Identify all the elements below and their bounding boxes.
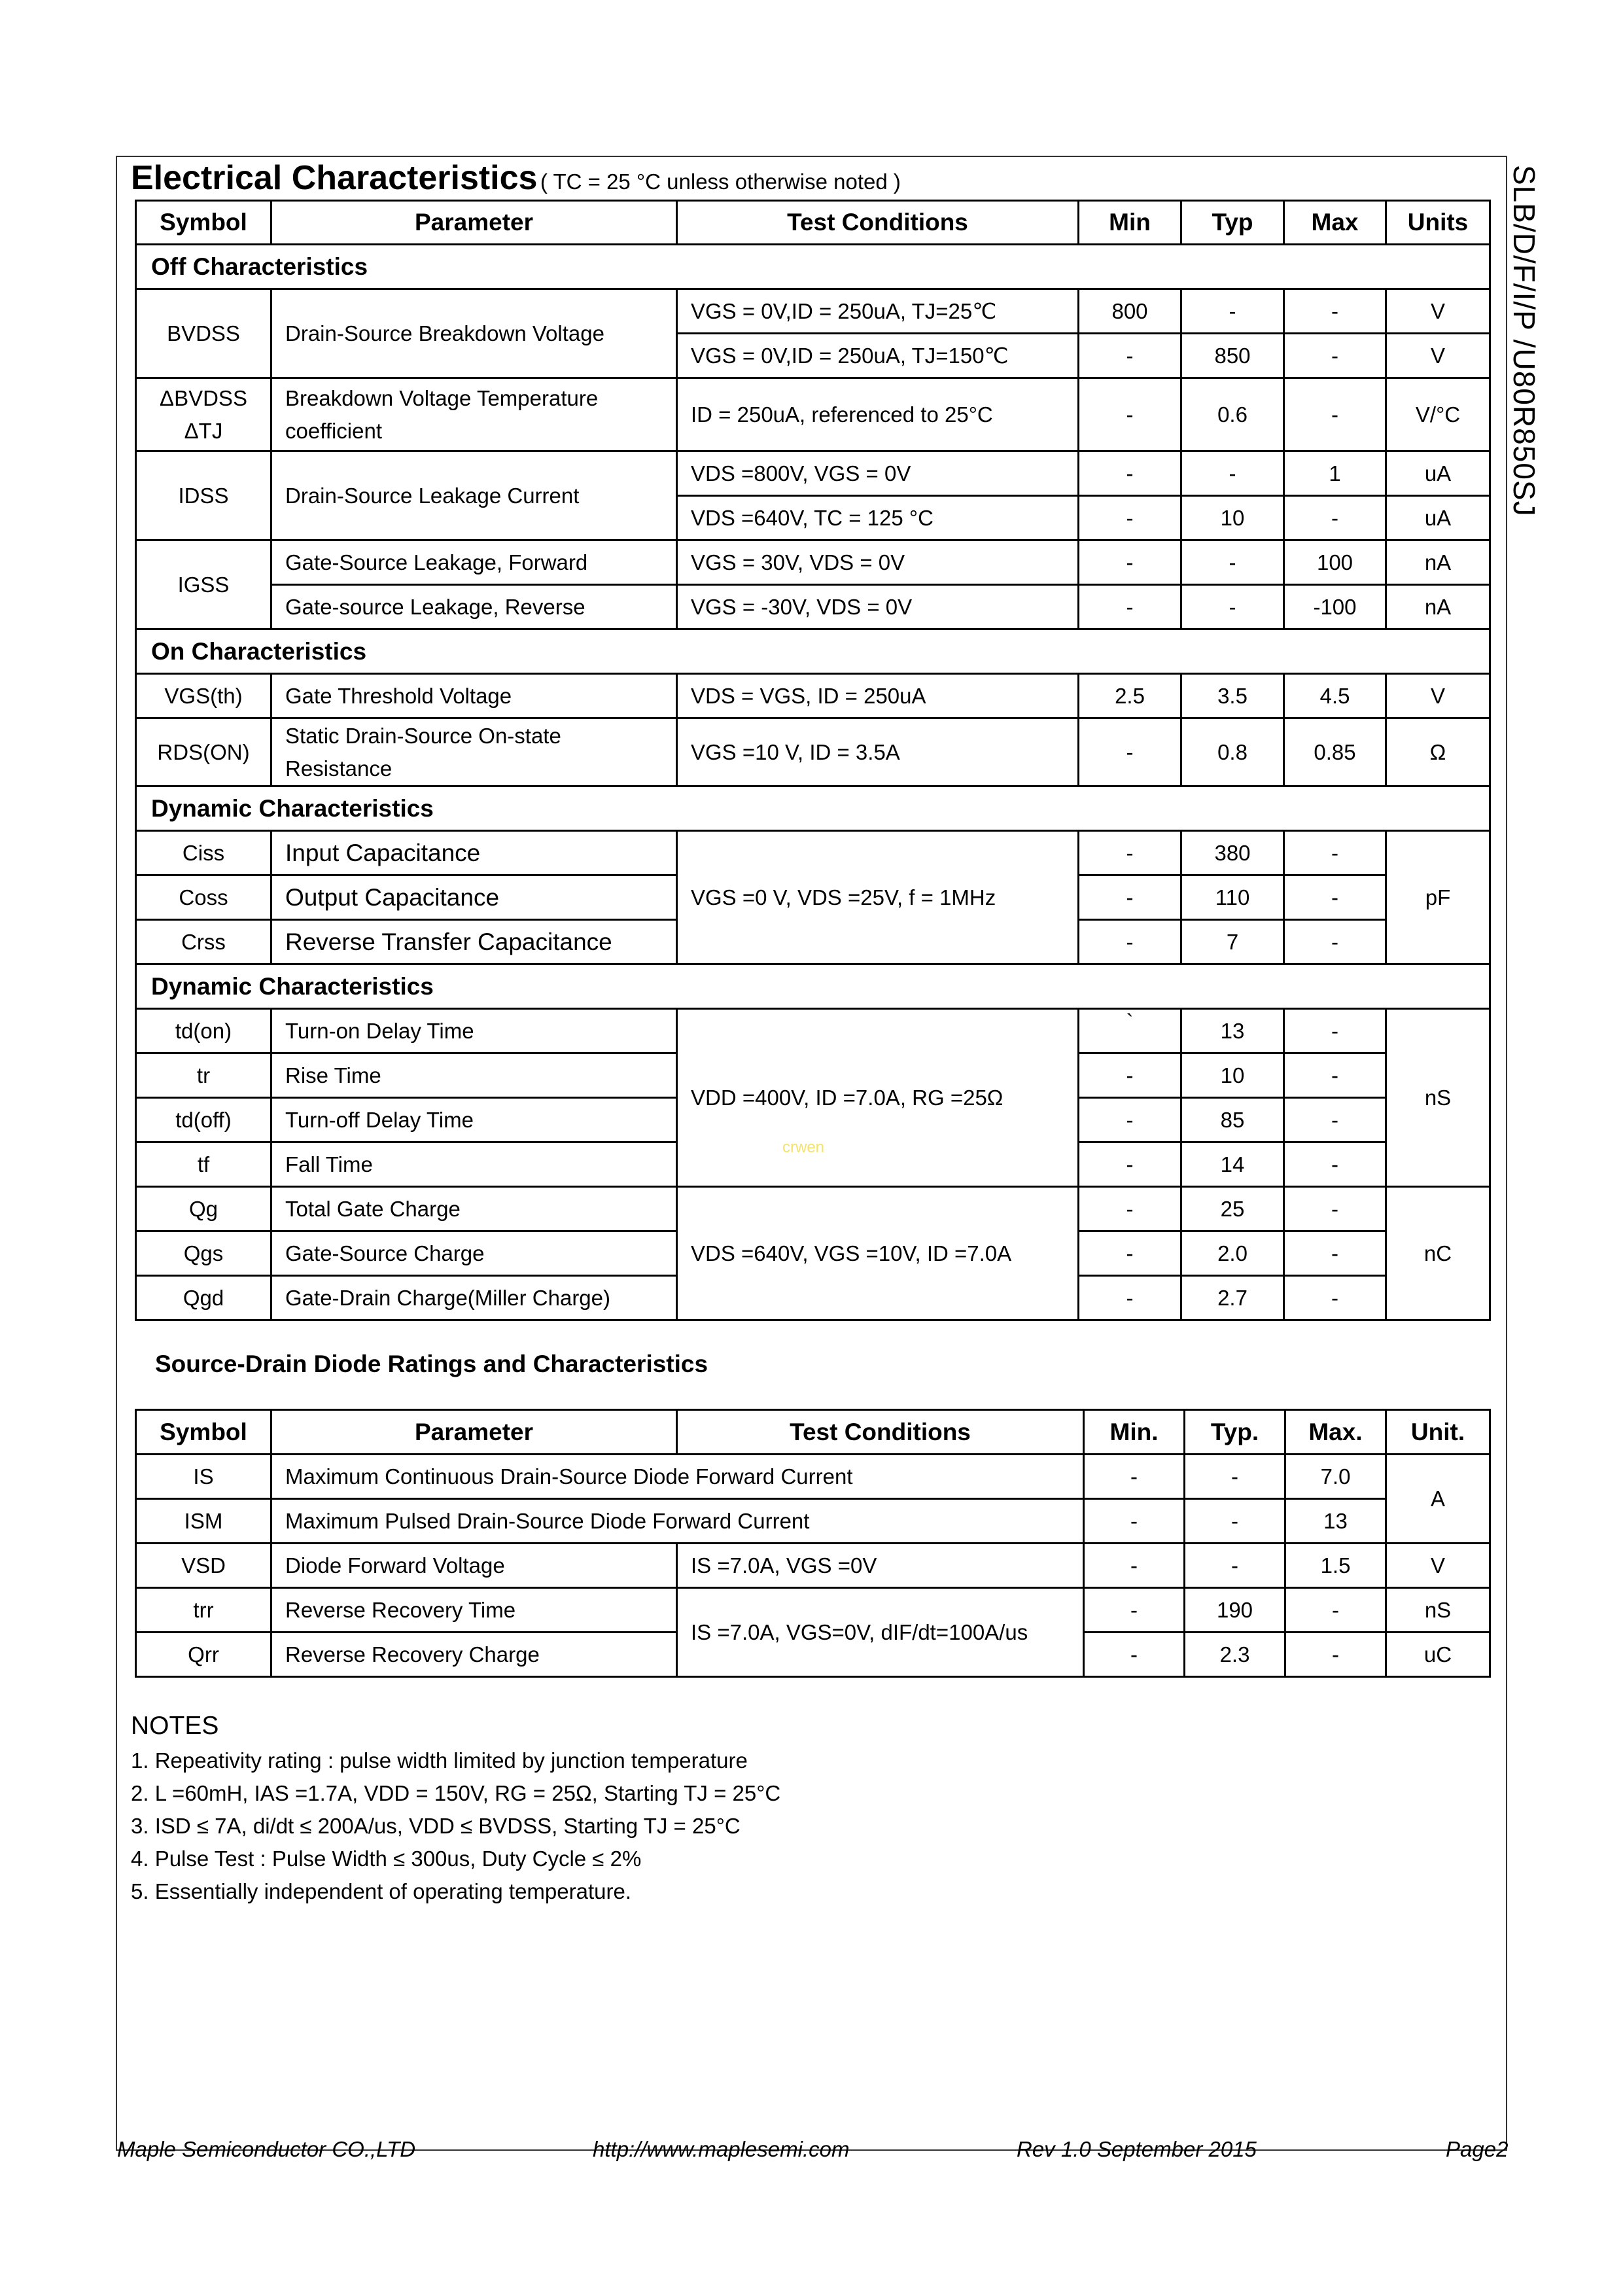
note-item: 3. ISD ≤ 7A, di/dt ≤ 200A/us, VDD ≤ BVDSS, Starting TJ = 25°C — [131, 1814, 741, 1838]
parameter: Maximum Continuous Drain-Source Diode Forward Current — [271, 1455, 1084, 1499]
min: - — [1084, 1499, 1185, 1544]
max: - — [1284, 496, 1386, 540]
typ: 110 — [1181, 875, 1284, 920]
condition: VGS = 0V,ID = 250uA, TJ=25℃ — [677, 289, 1079, 334]
unit: nA — [1386, 540, 1490, 585]
min: - — [1079, 378, 1181, 451]
typ: 85 — [1181, 1098, 1284, 1142]
col-test-conditions: Test Conditions — [677, 1410, 1084, 1455]
table-row — [136, 1588, 1490, 1633]
parameter: Rise Time — [271, 1053, 677, 1098]
min: - — [1084, 1588, 1185, 1633]
condition: VDS =640V, VGS =10V, ID =7.0A — [677, 1187, 1079, 1320]
symbol: RDS(ON) — [136, 718, 271, 786]
parameter: Diode Forward Voltage — [271, 1544, 677, 1588]
symbol: IDSS — [136, 451, 271, 540]
table-row — [136, 831, 1490, 875]
min: - — [1079, 585, 1181, 629]
typ: 0.6 — [1181, 378, 1284, 451]
typ: 2.0 — [1181, 1231, 1284, 1276]
symbol: IGSS — [136, 540, 271, 629]
unit: uC — [1386, 1633, 1490, 1677]
min: 800 — [1079, 289, 1181, 334]
min: - — [1079, 875, 1181, 920]
parameter: Breakdown Voltage Temperature coefficient — [271, 378, 677, 451]
section-off: Off Characteristics — [136, 245, 1490, 289]
table-row — [136, 718, 1490, 786]
symbol: Ciss — [136, 831, 271, 875]
max: - — [1284, 831, 1386, 875]
typ: 14 — [1181, 1142, 1284, 1187]
unit: V — [1386, 289, 1490, 334]
typ: - — [1185, 1499, 1285, 1544]
parameter: Total Gate Charge — [271, 1187, 677, 1231]
min: - — [1079, 1053, 1181, 1098]
source-drain-title: Source-Drain Diode Ratings and Characteristics — [155, 1351, 708, 1377]
source-drain-table — [135, 1409, 1491, 1678]
table-row — [136, 289, 1490, 334]
symbol: Crss — [136, 920, 271, 964]
min: - — [1079, 334, 1181, 378]
unit: V/°C — [1386, 378, 1490, 451]
parameter: Gate-Source Leakage, Forward — [271, 540, 677, 585]
parameter: Maximum Pulsed Drain-Source Diode Forward Current — [271, 1499, 1084, 1544]
table-row — [136, 540, 1490, 585]
side-part-number: SLB/D/F/I/P /U80R850SJ — [1507, 165, 1541, 517]
typ: - — [1181, 451, 1284, 496]
table-row — [136, 585, 1490, 629]
min: 2.5 — [1079, 674, 1181, 718]
max: - — [1284, 1187, 1386, 1231]
condition: VDD =400V, ID =7.0A, RG =25Ω — [677, 1009, 1079, 1187]
table-row — [136, 378, 1490, 451]
typ: 13 — [1181, 1009, 1284, 1053]
min: - — [1084, 1633, 1185, 1677]
typ: 25 — [1181, 1187, 1284, 1231]
min: - — [1079, 1187, 1181, 1231]
condition: IS =7.0A, VGS =0V — [677, 1544, 1084, 1588]
symbol: Qgs — [136, 1231, 271, 1276]
condition: VDS =800V, VGS = 0V — [677, 451, 1079, 496]
max: - — [1284, 334, 1386, 378]
min: - — [1079, 1098, 1181, 1142]
note-item: 1. Repeativity rating : pulse width limited by junction temperature — [131, 1748, 748, 1773]
table-row — [136, 451, 1490, 496]
condition: VDS =640V, TC = 125 °C — [677, 496, 1079, 540]
max: - — [1284, 289, 1386, 334]
symbol: ISM — [136, 1499, 271, 1544]
max: - — [1284, 1098, 1386, 1142]
min: - — [1079, 540, 1181, 585]
typ: - — [1185, 1455, 1285, 1499]
min: - — [1084, 1544, 1185, 1588]
col-test-conditions: Test Conditions — [677, 201, 1079, 245]
col-max: Max — [1284, 201, 1386, 245]
parameter: Output Capacitance — [271, 875, 677, 920]
section-heading — [131, 158, 901, 198]
table-row — [136, 1009, 1490, 1053]
max: - — [1285, 1633, 1386, 1677]
symbol: ΔBVDSS ΔTJ — [136, 378, 271, 451]
parameter: Reverse Transfer Capacitance — [271, 920, 677, 964]
note-item: 2. L =60mH, IAS =1.7A, VDD = 150V, RG = 25Ω, Starting TJ = 25°C — [131, 1781, 781, 1805]
max: 100 — [1284, 540, 1386, 585]
max: -100 — [1284, 585, 1386, 629]
section-dynamic: Dynamic Characteristics — [136, 786, 1490, 831]
parameter: Static Drain-Source On-state Resistance — [271, 718, 677, 786]
col-min: Min. — [1084, 1410, 1185, 1455]
note-item: 5. Essentially independent of operating temperature. — [131, 1879, 631, 1903]
footer-company: Maple Semiconductor CO.,LTD — [117, 2137, 416, 2161]
section-dynamic-switching: Dynamic Characteristics — [136, 964, 1490, 1009]
typ: 190 — [1185, 1588, 1285, 1633]
min: - — [1079, 1142, 1181, 1187]
unit: nC — [1386, 1187, 1490, 1320]
unit: nS — [1386, 1588, 1490, 1633]
max: 1.5 — [1285, 1544, 1386, 1588]
condition: VGS = 30V, VDS = 0V — [677, 540, 1079, 585]
max: - — [1284, 1276, 1386, 1320]
col-unit: Unit. — [1386, 1410, 1490, 1455]
parameter: Gate Threshold Voltage — [271, 674, 677, 718]
table-row — [136, 1499, 1490, 1544]
unit: nA — [1386, 585, 1490, 629]
max: - — [1284, 875, 1386, 920]
col-parameter: Parameter — [271, 1410, 677, 1455]
notes — [131, 1708, 780, 1908]
unit: pF — [1386, 831, 1490, 964]
max: - — [1284, 1142, 1386, 1187]
condition: VGS = 0V,ID = 250uA, TJ=150℃ — [677, 334, 1079, 378]
table-header-row — [136, 1410, 1490, 1455]
parameter: Reverse Recovery Charge — [271, 1633, 677, 1677]
max: 4.5 — [1284, 674, 1386, 718]
stray-text: crwen — [782, 1139, 825, 1156]
min: ` — [1079, 1009, 1181, 1053]
condition: VDS = VGS, ID = 250uA — [677, 674, 1079, 718]
unit: V — [1386, 1544, 1490, 1588]
min: - — [1079, 718, 1181, 786]
min: - — [1079, 496, 1181, 540]
condition: ID = 250uA, referenced to 25°C — [677, 378, 1079, 451]
unit: nS — [1386, 1009, 1490, 1187]
table-row — [136, 674, 1490, 718]
col-min: Min — [1079, 201, 1181, 245]
parameter: Drain-Source Leakage Current — [271, 451, 677, 540]
typ: - — [1181, 540, 1284, 585]
table-row — [136, 1187, 1490, 1231]
typ: 0.8 — [1181, 718, 1284, 786]
heading-title: Electrical Characteristics — [131, 159, 538, 197]
typ: 10 — [1181, 496, 1284, 540]
max: 13 — [1285, 1499, 1386, 1544]
symbol: tr — [136, 1053, 271, 1098]
parameter: Fall Time — [271, 1142, 677, 1187]
table-row — [136, 1544, 1490, 1588]
col-typ: Typ — [1181, 201, 1284, 245]
max: - — [1285, 1588, 1386, 1633]
max: - — [1284, 1053, 1386, 1098]
symbol: Qrr — [136, 1633, 271, 1677]
parameter: Gate-Drain Charge(Miller Charge) — [271, 1276, 677, 1320]
typ: - — [1185, 1544, 1285, 1588]
unit: Ω — [1386, 718, 1490, 786]
col-symbol: Symbol — [136, 1410, 271, 1455]
condition: VGS =0 V, VDS =25V, f = 1MHz — [677, 831, 1079, 964]
condition: IS =7.0A, VGS=0V, dIF/dt=100A/us — [677, 1588, 1084, 1677]
max: 7.0 — [1285, 1455, 1386, 1499]
max: 0.85 — [1284, 718, 1386, 786]
parameter: Drain-Source Breakdown Voltage — [271, 289, 677, 378]
symbol: VGS(th) — [136, 674, 271, 718]
max: - — [1284, 378, 1386, 451]
typ: 850 — [1181, 334, 1284, 378]
footer-url[interactable]: http://www.maplesemi.com — [593, 2137, 850, 2161]
footer-revision: Rev 1.0 September 2015 — [1017, 2137, 1257, 2161]
parameter: Turn-on Delay Time — [271, 1009, 677, 1053]
typ: 7 — [1181, 920, 1284, 964]
symbol: tf — [136, 1142, 271, 1187]
heading-condition: ( TC = 25 °C unless otherwise noted ) — [540, 169, 901, 194]
col-symbol: Symbol — [136, 201, 271, 245]
symbol: Qgd — [136, 1276, 271, 1320]
symbol: IS — [136, 1455, 271, 1499]
table-row — [136, 1455, 1490, 1499]
col-typ: Typ. — [1185, 1410, 1285, 1455]
unit: uA — [1386, 451, 1490, 496]
typ: 380 — [1181, 831, 1284, 875]
min: - — [1084, 1455, 1185, 1499]
typ: 10 — [1181, 1053, 1284, 1098]
min: - — [1079, 1231, 1181, 1276]
symbol: td(on) — [136, 1009, 271, 1053]
col-parameter: Parameter — [271, 201, 677, 245]
max: - — [1284, 1231, 1386, 1276]
footer-page-number: Page2 — [1446, 2137, 1509, 2161]
notes-title: NOTES — [131, 1712, 219, 1740]
unit: V — [1386, 334, 1490, 378]
min: - — [1079, 1276, 1181, 1320]
typ: 3.5 — [1181, 674, 1284, 718]
unit: A — [1386, 1455, 1490, 1544]
symbol: td(off) — [136, 1098, 271, 1142]
unit: V — [1386, 674, 1490, 718]
parameter: Input Capacitance — [271, 831, 677, 875]
max: 1 — [1284, 451, 1386, 496]
max: - — [1284, 920, 1386, 964]
typ: 2.3 — [1185, 1633, 1285, 1677]
parameter: Reverse Recovery Time — [271, 1588, 677, 1633]
col-max: Max. — [1285, 1410, 1386, 1455]
max: - — [1284, 1009, 1386, 1053]
condition: VGS =10 V, ID = 3.5A — [677, 718, 1079, 786]
symbol: VSD — [136, 1544, 271, 1588]
min: - — [1079, 831, 1181, 875]
symbol: BVDSS — [136, 289, 271, 378]
condition: VGS = -30V, VDS = 0V — [677, 585, 1079, 629]
note-item: 4. Pulse Test : Pulse Width ≤ 300us, Duty Cycle ≤ 2% — [131, 1846, 642, 1871]
typ: 2.7 — [1181, 1276, 1284, 1320]
table-header-row — [136, 201, 1490, 245]
min: - — [1079, 451, 1181, 496]
symbol: Coss — [136, 875, 271, 920]
typ: - — [1181, 289, 1284, 334]
min: - — [1079, 920, 1181, 964]
typ: - — [1181, 585, 1284, 629]
parameter: Gate-source Leakage, Reverse — [271, 585, 677, 629]
symbol: trr — [136, 1588, 271, 1633]
section-on: On Characteristics — [136, 629, 1490, 674]
symbol: Qg — [136, 1187, 271, 1231]
parameter: Gate-Source Charge — [271, 1231, 677, 1276]
col-units: Units — [1386, 201, 1490, 245]
parameter: Turn-off Delay Time — [271, 1098, 677, 1142]
unit: uA — [1386, 496, 1490, 540]
